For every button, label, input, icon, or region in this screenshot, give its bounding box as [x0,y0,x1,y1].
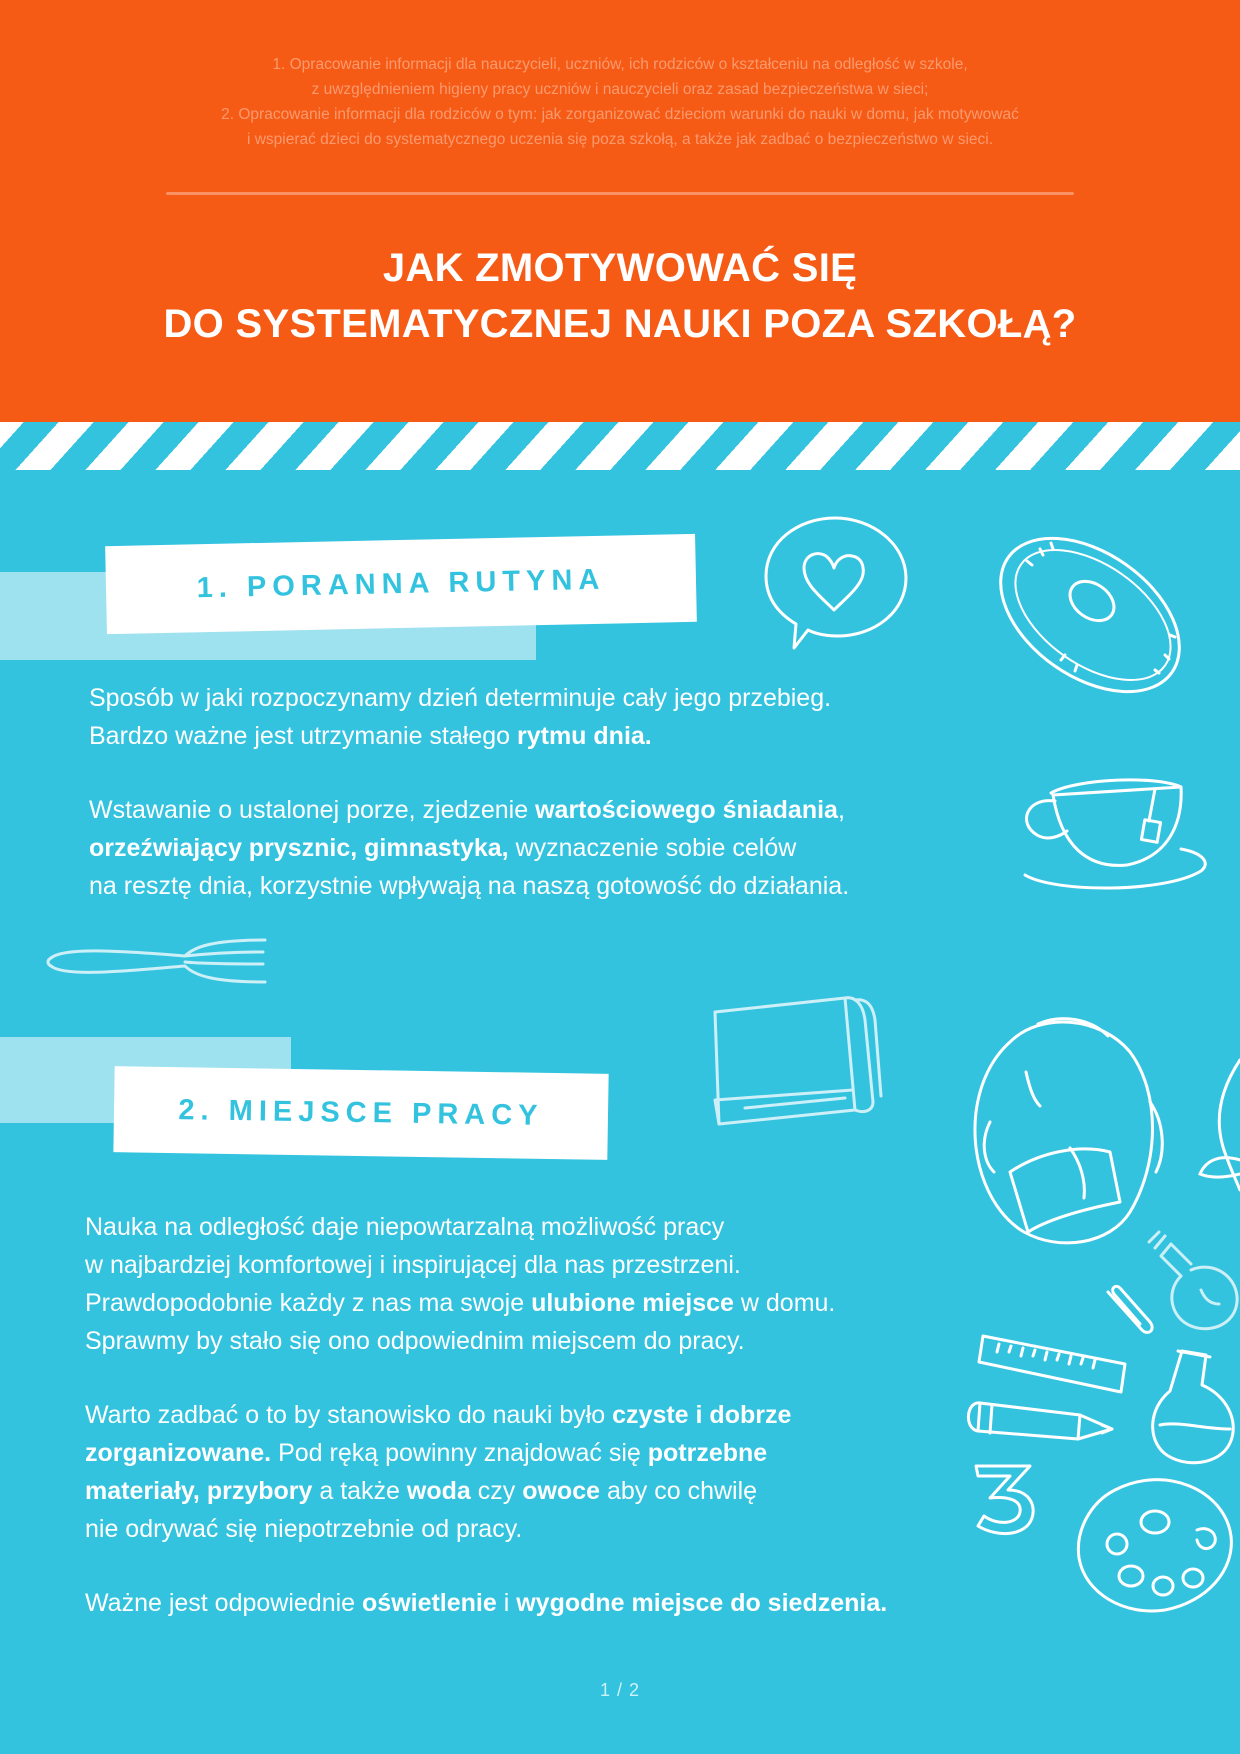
striped-border [0,422,1240,470]
section2-heading-text: 2. MIEJSCE PRACY [178,1094,544,1132]
ruler-icon [975,1330,1130,1400]
section1-paragraph-1 [89,679,1049,755]
header-banner [0,0,1240,422]
s1-emph-sniadanie: wartościowego śniadania [535,796,838,824]
pencil-icon [962,1395,1117,1450]
book-icon [705,990,885,1130]
intro-line-3: 2. Opracowanie informacji dla rodziców o tym: jak zorganizować dzieciom warunki do nauki w domu, jak motywować [221,106,1019,123]
s2-p1-line-4: Sprawmy by stało się ono odpowiednim miejscem do pracy. [85,1327,745,1355]
s1-p1-line-2: Bardzo ważne jest utrzymanie stałego rytmu dnia. [89,722,652,750]
intro-line-4: i wspierać dzieci do systematycznego uczenia się poza szkołą, a także jak zadbać o bezpieczeństwo w sieci. [246,131,994,148]
number-three-icon [970,1460,1040,1540]
backpack-icon [950,1012,1180,1262]
s1-p1-line-1: Sposób w jaki rozpoczynamy dzień determinuje cały jego przebieg. [89,684,832,712]
s2-p1-line-2: w najbardziej komfortowej i inspirującej dla nas przestrzeni. [85,1251,741,1279]
title-line-2: DO SYSTEMATYCZNEJ NAUKI POZA SZKOŁĄ? [163,302,1077,346]
intro-line-2: z uwzględnieniem higieny pracy uczniów i nauczycieli oraz zasad bezpieczeństwa w sieci; [311,81,929,98]
section2-heading [113,1066,608,1160]
s1-emph-rytm: rytmu dnia. [517,722,652,750]
light-bulb-icon [1145,1230,1240,1335]
section1-heading-text: 1. PORANNA RUTYNA [196,563,606,605]
section1-heading [105,534,697,634]
fork-icon [45,932,270,992]
s2-p2-line-4: nie odrywać się niepotrzebnie od pracy. [85,1515,523,1543]
s2-p3-line-1: Ważne jest odpowiednie oświetlenie i wygodne miejsce do siedzenia. [85,1589,888,1617]
s2-p2-line-3: materiały, przybory a także woda czy owoce aby co chwilę [85,1477,758,1505]
intro-text [100,52,1140,152]
section2-paragraph-3 [85,1584,1085,1622]
s2-emph-miejsce: ulubione miejsce [531,1289,734,1317]
flask-icon [1148,1345,1240,1470]
paint-palette-icon-2 [1075,1470,1235,1615]
section1-paragraph-2 [89,791,1049,905]
s2-p2-line-1: Warto zadbać o to by stanowisko do nauki było czyste i dobrze [85,1401,792,1429]
s1-p2-line-1: Wstawanie o ustalonej porze, zjedzenie wartościowego śniadania, [89,796,845,824]
teacup-icon [1015,775,1210,900]
s1-p2-line-3: na resztę dnia, korzystnie wpływają na naszą gotowość do działania. [89,872,850,900]
s2-p2-line-2: zorganizowane. Pod ręką powinny znajdować się potrzebne [85,1439,768,1467]
header-divider [166,192,1074,195]
title-line-1: JAK ZMOTYWOWAĆ SIĘ [382,246,858,290]
donut-icon [985,525,1195,705]
intro-line-1: 1. Opracowanie informacji dla nauczycieli, uczniów, ich rodziców o kształceniu na odległość w szkole, [272,56,968,73]
s1-emph-prysznic: orzeźwiający prysznic, gimnastyka, [89,834,509,862]
page-title [0,240,1240,352]
s1-p2-line-2: orzeźwiający prysznic, gimnastyka, wyznaczenie sobie celów [89,834,797,862]
s2-p1-line-1: Nauka na odległość daje niepowtarzalną możliwość pracy [85,1213,725,1241]
heart-speech-bubble-icon [760,510,910,650]
s2-p1-line-3: Prawdopodobnie każdy z nas ma swoje ulubione miejsce w domu. [85,1289,836,1317]
section2-paragraph-1 [85,1208,1045,1360]
page-number: 1 / 2 [599,1680,641,1700]
section2-paragraph-2 [85,1396,985,1548]
paint-palette-icon [1180,1050,1240,1200]
